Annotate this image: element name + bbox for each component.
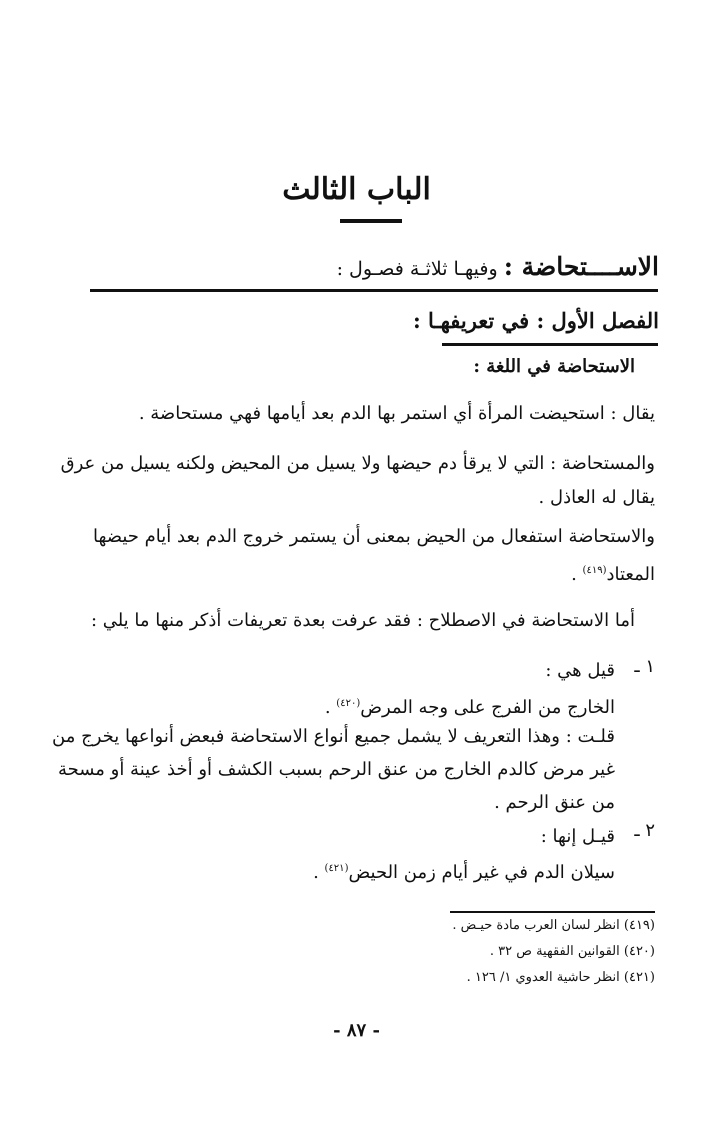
footnote-number: (٤١٩): [623, 918, 655, 933]
list-item-definition: الخارج من الفرج على وجه المرض$^{(٤٢٠)}$ .: [324, 697, 615, 718]
list-item-number: ١ ـ: [634, 656, 655, 677]
list-item-label: قيل هي :: [545, 660, 615, 681]
page-number: - ٨٧ -: [333, 1020, 380, 1041]
paragraph: والاستحاضة استفعال من الحيض بمعنى أن يستمر خروج الدم بعد أيام حيضها المعتاد$^{(٤١٩)}$ .: [92, 526, 655, 585]
paragraph: يقال : استحيضت المرأة أي استمر بها الدم بعد أيامها فهي مستحاضة .: [138, 403, 655, 424]
list-item-number: ٢ ـ: [634, 820, 655, 841]
part-heading-underline: [442, 343, 658, 346]
paragraph: أما الاستحاضة في الاصطلاح : فقد عرفت بعدة تعريفات أذكر منها ما يلي :: [90, 610, 635, 631]
section-heading-underline: [90, 289, 658, 292]
section-term: الاســــتحاضة :: [503, 252, 659, 281]
section-intro: وفيهـا ثلاثـة فصـول :: [336, 258, 498, 280]
footnote-ref: (٤١٩): [582, 565, 607, 576]
chapter-title: الباب الثالث: [282, 172, 431, 207]
footnote: [490, 944, 655, 959]
paragraph: والمستحاضة : التي لا يرقأ دم حيضها ولا يسيل من المحيض ولكنه يسيل من عرق يقال له العاذل .: [60, 453, 655, 508]
footnote-number: (٤٢٠): [623, 944, 655, 959]
footnote-ref: (٤٢٠): [336, 698, 361, 709]
chapter-title-underline: [340, 219, 402, 223]
footnote-text: انظر حاشية العدوي ١/ ١٢٦ .: [466, 970, 620, 985]
definition-text: سيلان الدم في غير أيام زمن الحيض: [348, 862, 615, 883]
footnote-text: القوانين الفقهية ص ٣٢ .: [489, 944, 620, 959]
footnote-text: انظر لسان العرب مادة حيـض .: [452, 918, 620, 933]
footnote: [467, 970, 655, 985]
definition-text: الخارج من الفرج على وجه المرض: [360, 697, 615, 718]
list-item-comment: قلـت : وهذا التعريف لا يشمل جميع أنواع الاستحاضة فبعض أنواعها يخرج من غير مرض كالدم الخارج من عنق الرحم بسبب الكشف أو أخذ عينة أو مسحة من عنق الرحم .: [52, 726, 615, 813]
footnote-number: (٤٢١): [623, 970, 655, 985]
language-definition-heading: الاستحاضة في اللغة :: [473, 356, 635, 377]
list-item-label: قيـل إنها :: [540, 826, 615, 847]
list-item-definition: سيلان الدم في غير أيام زمن الحيض$^{(٤٢١)}$ .: [313, 862, 615, 883]
footnote-ref: (٤٢١): [324, 863, 349, 874]
footnote-separator: [450, 911, 655, 913]
part-heading: الفصل الأول : في تعريفهـا :: [412, 308, 659, 333]
paragraph-text: والاستحاضة استفعال من الحيض بمعنى أن يستمر خروج الدم بعد أيام حيضها المعتاد: [92, 526, 655, 585]
footnote: [452, 918, 655, 933]
section-heading: [59, 252, 659, 281]
